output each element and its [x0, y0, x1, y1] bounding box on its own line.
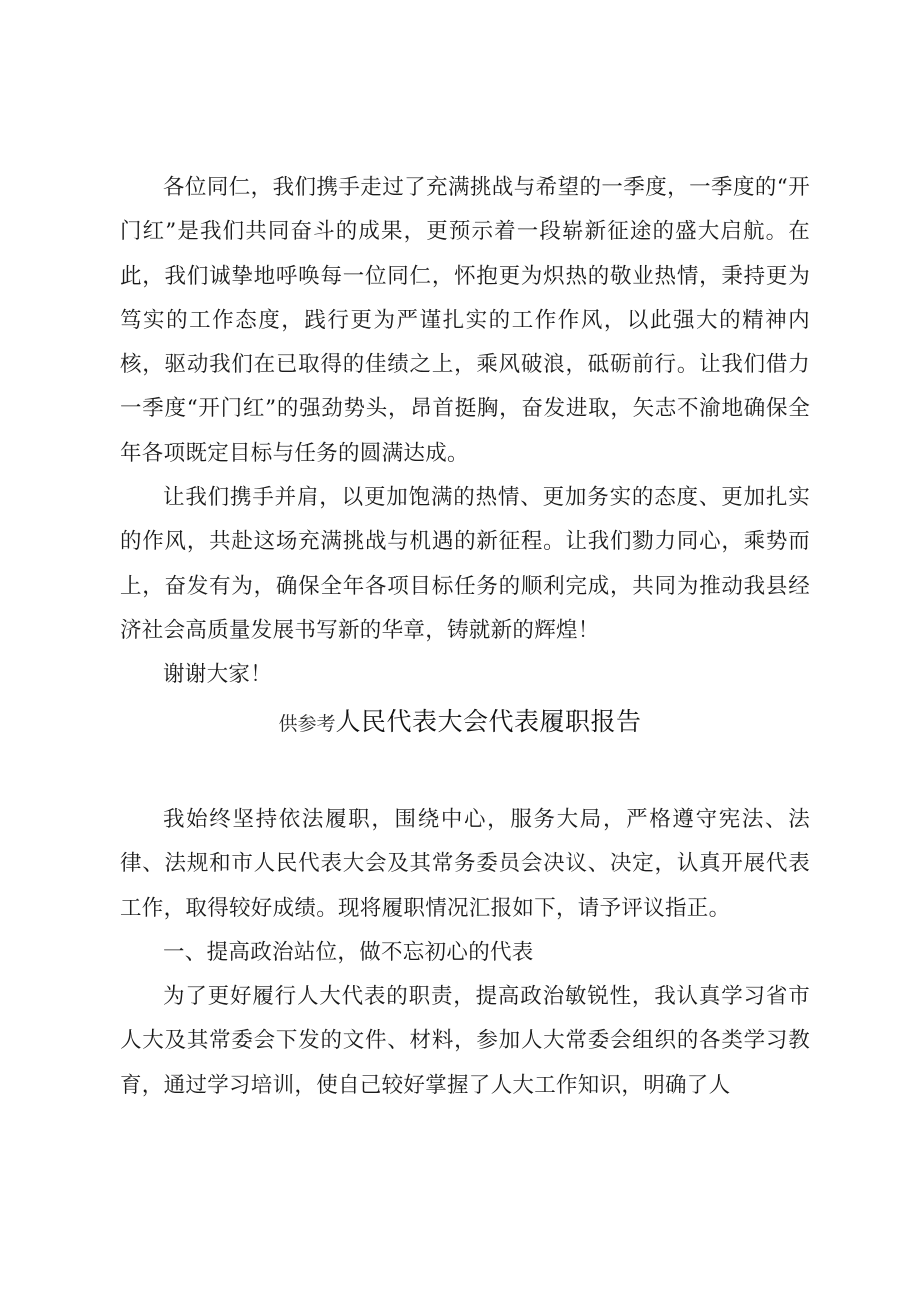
paragraph: 我始终坚持依法履职，围绕中心，服务大局，严格遵守宪法、法律、法规和市人民代表大会及其常务委员会决议、决定，认真开展代表工作，取得较好成绩。现将履职情况汇报如下，请予评议指正。: [120, 807, 810, 921]
report-title: [0, 700, 920, 747]
paragraph: 为了更好履行人大代表的职责，提高政治敏锐性，我认真学习省市人大及其常委会下发的文件、材料，参加人大常委会组织的各类学习教育，通过学习培训，使自己较好掌握了人大工作知识，明确了人: [120, 984, 810, 1098]
paragraph: 各位同仁，我们携手走过了充满挑战与希望的一季度，一季度的“开门红”是我们共同奋斗的成果，更预示着一段崭新征途的盛大启航。在此，我们诚挚地呼唤每一位同仁，怀抱更为炽热的敬业热情，秉持更为笃实的工作态度，践行更为严谨扎实的工作作风，以此强大的精神内核，驱动我们在已取得的佳绩之上，乘风破浪，砥砺前行。让我们借力一季度“开门红”的强劲势头，昂首挺胸，奋发进取，矢志不渝地确保全年各项既定目标与任务的圆满达成。: [120, 175, 810, 466]
paragraph: 谢谢大家！: [163, 662, 273, 688]
closing-speech-section: [120, 166, 810, 698]
paragraph: 让我们携手并肩，以更加饱满的热情、更加务实的态度、更加扎实的作风，共赴这场充满挑战与机遇的新征程。让我们勠力同心，乘势而上，奋发有为，确保全年各项目标任务的顺利完成，共同为推动我县经济社会高质量发展书写新的华章，铸就新的辉煌！: [120, 485, 810, 643]
section-heading: 一、提高政治站位，做不忘初心的代表: [163, 939, 534, 965]
report-body-section: [120, 798, 810, 1108]
title-prefix: 供参考: [278, 713, 336, 735]
title-main: 人民代表大会代表履职报告: [335, 707, 642, 736]
